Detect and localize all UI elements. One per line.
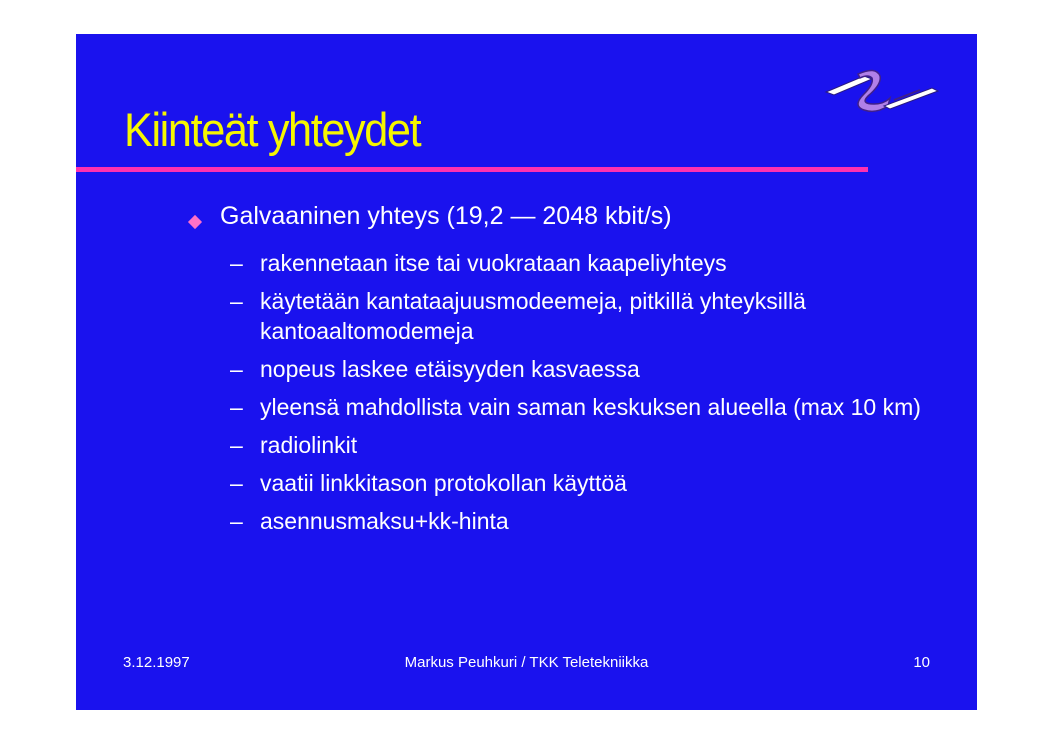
dash-bullet: –	[230, 356, 243, 382]
diamond-bullet-icon	[188, 215, 202, 229]
dash-bullet: –	[230, 432, 243, 458]
main-bullet-text: Galvaaninen yhteys (19,2 — 2048 kbit/s)	[220, 202, 672, 230]
sub-bullet-text: rakennetaan itse tai vuokrataan kaapeliyhteys	[260, 250, 727, 276]
slide	[76, 34, 977, 710]
dash-bullet: –	[230, 394, 243, 420]
sub-bullet-text: nopeus laskee etäisyyden kasvaessa	[260, 356, 640, 382]
sub-bullet-item	[230, 468, 930, 498]
sub-bullet-item	[230, 248, 930, 278]
title-underline	[76, 167, 868, 172]
dash-bullet: –	[230, 470, 243, 496]
sub-bullet-text: radiolinkit	[260, 432, 358, 458]
sub-bullet-item	[230, 392, 930, 422]
sub-bullet-text: asennusmaksu+kk-hinta	[260, 508, 509, 534]
sub-bullet-item	[230, 286, 930, 346]
dash-bullet: –	[230, 250, 243, 276]
sub-bullet-text: vaatii linkkitason protokollan käyttöä	[260, 470, 627, 496]
sub-bullet-item	[230, 506, 930, 536]
footer-author: Markus Peuhkuri / TKK Teletekniikka	[404, 654, 649, 671]
sub-bullet-item	[230, 354, 930, 384]
slide-title: Kiinteät yhteydet	[124, 103, 421, 156]
dash-bullet: –	[230, 508, 243, 534]
page-number: 10	[913, 654, 930, 671]
sub-bullet-text: yleensä mahdollista vain saman keskuksen alueella (max 10 km)	[260, 394, 921, 420]
sub-bullet-item	[230, 430, 930, 460]
footer-date: 3.12.1997	[123, 654, 190, 671]
swirl-logo-icon	[824, 62, 940, 114]
sub-bullet-text: käytetään kantataajuusmodeemeja, pitkillä yhteyksillä kantoaaltomodemeja	[260, 288, 806, 344]
sub-bullet-list	[230, 248, 930, 544]
dash-bullet: –	[230, 288, 243, 314]
